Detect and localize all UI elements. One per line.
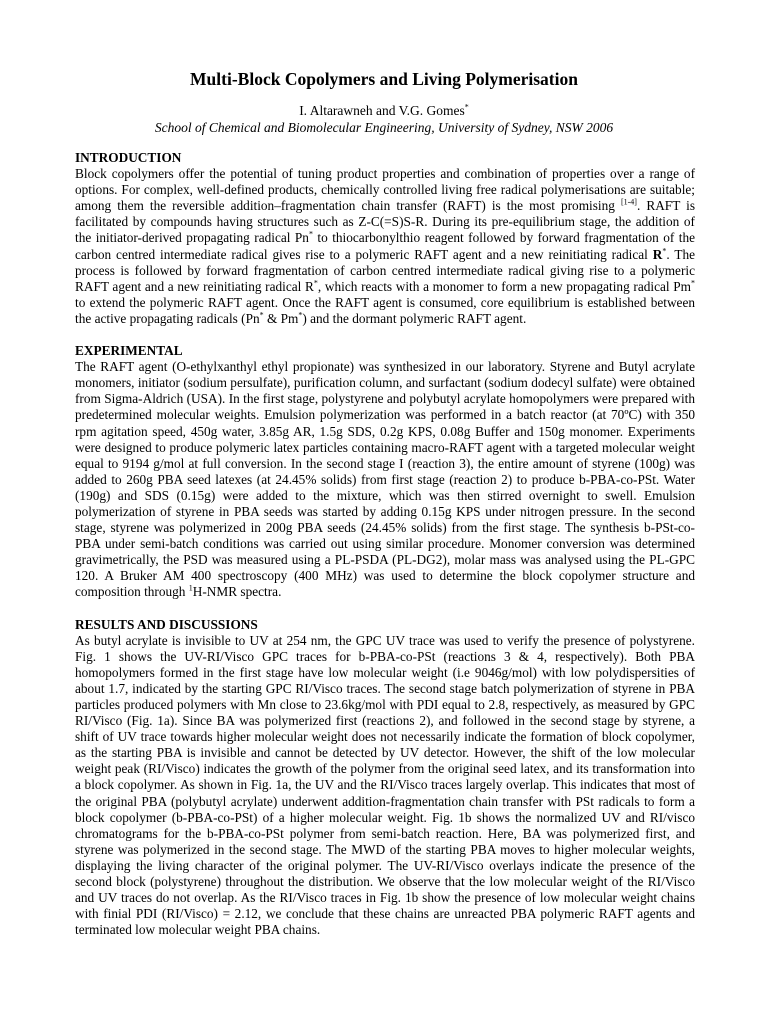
introduction-paragraph: [75, 166, 695, 327]
results-paragraph: As butyl acrylate is invisible to UV at 254 nm, the GPC UV trace was used to verify the presence of polystyrene. Fig. 1 shows the UV-RI/Visco GPC traces for b-PBA-co-PSt (reactions 3 & 4, respectively). Both PBA homopolymers formed in the first stage have low molecular weight (i.e 9046g/mol) with low polydispersities of about 1.7, indicated by the starting GPC RI/Visco traces. The second stage batch polymerization of styrene in PBA particles produced polymers with Mn close to 23.6kg/mol with PDI equal to 2.8, respectively, as measured by GPC RI/Visco (Fig. 1a). Since BA was polymerized first (reactions 2), and followed in the second stage by styrene, a shift of UV trace towards higher molecular weight does not necessarily indicate the formation of block copolymer, as the starting PBA is invisible and cannot be detected by UV detector. However, the shift of the low molecular weight peak (RI/Visco) indicates the growth of the polymer from the original seed latex, and its transformation into a block copolymer. As shown in Fig. 1a, the UV and the RI/Visco traces largely overlap. This indicates that most of the original PBA (polybutyl acrylate) underwent addition-fragmentation chain transfer with PSt radicals to form a block copolymer (b-PBA-co-PSt) of a higher molecular weight. Fig. 1b shows the normalized UV and RI/visco chromatograms for the b-PBA-co-PSt polymer from semi-batch reaction. Here, BA was polymerized first, and styrene was polymerized in the second stage. The MWD of the starting PBA moves to higher molecular weights, displaying the living character of the original polymer. The UV-RI/Visco overlays indicate the presence of the second block (polystyrene) throughout the distribution. We observe that the low molecular weight of the RI/Visco and UV traces do not overlap. As the RI/Visco traces in Fig. 1b show the presence of low molecular weight chains with finial PDI (RI/Visco) = 2.12, we conclude that these chains are unreacted PBA polymeric RAFT agents and terminated low molecular weight PBA chains.: [75, 632, 695, 938]
section-results: [75, 617, 695, 939]
intro-citation: [1-4]: [620, 197, 637, 207]
results-heading: RESULTS AND DISCUSSIONS: [75, 616, 258, 632]
intro-text-2: . RAFT is facilitated by compounds having structures such as Z-C(=S)S-R. During its pre-equilibrium stage, the addition of the initiator-derived propagating radical Pn: [75, 198, 695, 246]
introduction-heading: INTRODUCTION: [75, 150, 182, 165]
experimental-heading: EXPERIMENTAL: [75, 343, 183, 359]
intro-sup-5: *: [259, 310, 264, 320]
authors-line: [0, 103, 768, 119]
section-spacer: [75, 327, 695, 343]
experimental-text-2: H-NMR spectra.: [192, 584, 282, 600]
intro-text-3: to thiocarbonylthio reagent followed by forward fragmentation of the carbon centred intermediate radical gives rise to a polymeric RAFT agent and a new reinitiating radical: [75, 230, 696, 262]
section-introduction: [75, 150, 695, 327]
intro-sup-2: *: [662, 246, 667, 256]
experimental-paragraph: [75, 359, 695, 600]
paper-title: Multi-Block Copolymers and Living Polymerisation: [190, 69, 578, 89]
affiliation: School of Chemical and Biomolecular Engineering, University of Sydney, NSW 2006: [154, 120, 614, 135]
experimental-text-1: The RAFT agent (O-ethylxanthyl ethyl propionate) was synthesized in our laboratory. Styrene and Butyl acrylate monomers, initiator (sodium persulfate), purification column, and surfactant (sodium dodecyl sulfate) were obtained from Sigma-Aldrich (USA). In the first stage, polystyrene and polybutyl acrylate homopolymers were prepared with predetermined molecular weights. Emulsion polymerization was performed in a batch reactor (at 70ºC) with 350 rpm agitation speed, 450g water, 3.85g AR, 1.5g SDS, 0.2g KPS, 0.08g Buffer and 150g monomer. Experiments were designed to produce polymeric latex particles containing macro-RAFT agent with a targeted molecular weight equal to 9194 g/mol at full conversion. In the second stage I (reaction 3), the entire amount of styrene (100g) was added to 260g PBA seed latexes (at 24.45% solids) from first stage (reaction 2) to produce b-PBA-co-PSt. Water (190g) and SDS (0.15g) were added to the mixture, which was then stirred overnight to swell. Emulsion polymerization of styrene in PBA seeds was started by adding 0.15g KPS under nitrogen pressure. In the second stage, styrene was polymerized in 200g PBA seeds (24.45% solids) from the first stage. The synthesis b-PSt-co-PBA under semi-batch conditions was carried out using similar procedure. Monomer conversion was determined gravimetrically, the PSD was measured using a PL-PSDA (PL-DG2), molar mass was analysed using the PL-GPC 120. A Bruker AM 400 spectroscopy (400 MHz) was used to determine the block copolymer structure and composition through: [75, 359, 695, 600]
experimental-sup-1: 1: [188, 584, 193, 594]
intro-bold-r: R: [652, 246, 663, 262]
intro-sup-6: *: [298, 310, 303, 320]
intro-text-5: , which reacts with a monomer to form a new propagating radical Pm: [317, 278, 691, 294]
intro-sup-1: *: [308, 230, 313, 240]
paper-body: [75, 150, 695, 938]
intro-text-8: ) and the dormant polymeric RAFT agent.: [302, 310, 527, 326]
intro-text-6: to extend the polymeric RAFT agent. Once the RAFT agent is consumed, core equilibrium is established between the active propagating radicals (Pn: [75, 294, 695, 326]
section-spacer: [75, 601, 695, 617]
author-names: I. Altarawneh and V.G. Gomes: [299, 103, 465, 118]
intro-text-4: . The process is followed by forward fragmentation of carbon centred intermediate radical giving rise to a polymeric RAFT agent and a new reinitiating radical R: [75, 246, 695, 294]
corresponding-author-mark: *: [464, 102, 469, 112]
intro-sup-3: *: [313, 278, 318, 288]
intro-text-1: Block copolymers offer the potential of tuning product properties and combination of properties over a range of options. For complex, well-defined products, chemically controlled living free radical polymerisations are suitable; among them the reversible addition–fragmentation chain transfer (RAFT) is the most promising: [75, 166, 695, 214]
section-experimental: [75, 343, 695, 601]
intro-text-7: & Pm: [263, 310, 299, 326]
intro-sup-4: *: [691, 278, 695, 288]
